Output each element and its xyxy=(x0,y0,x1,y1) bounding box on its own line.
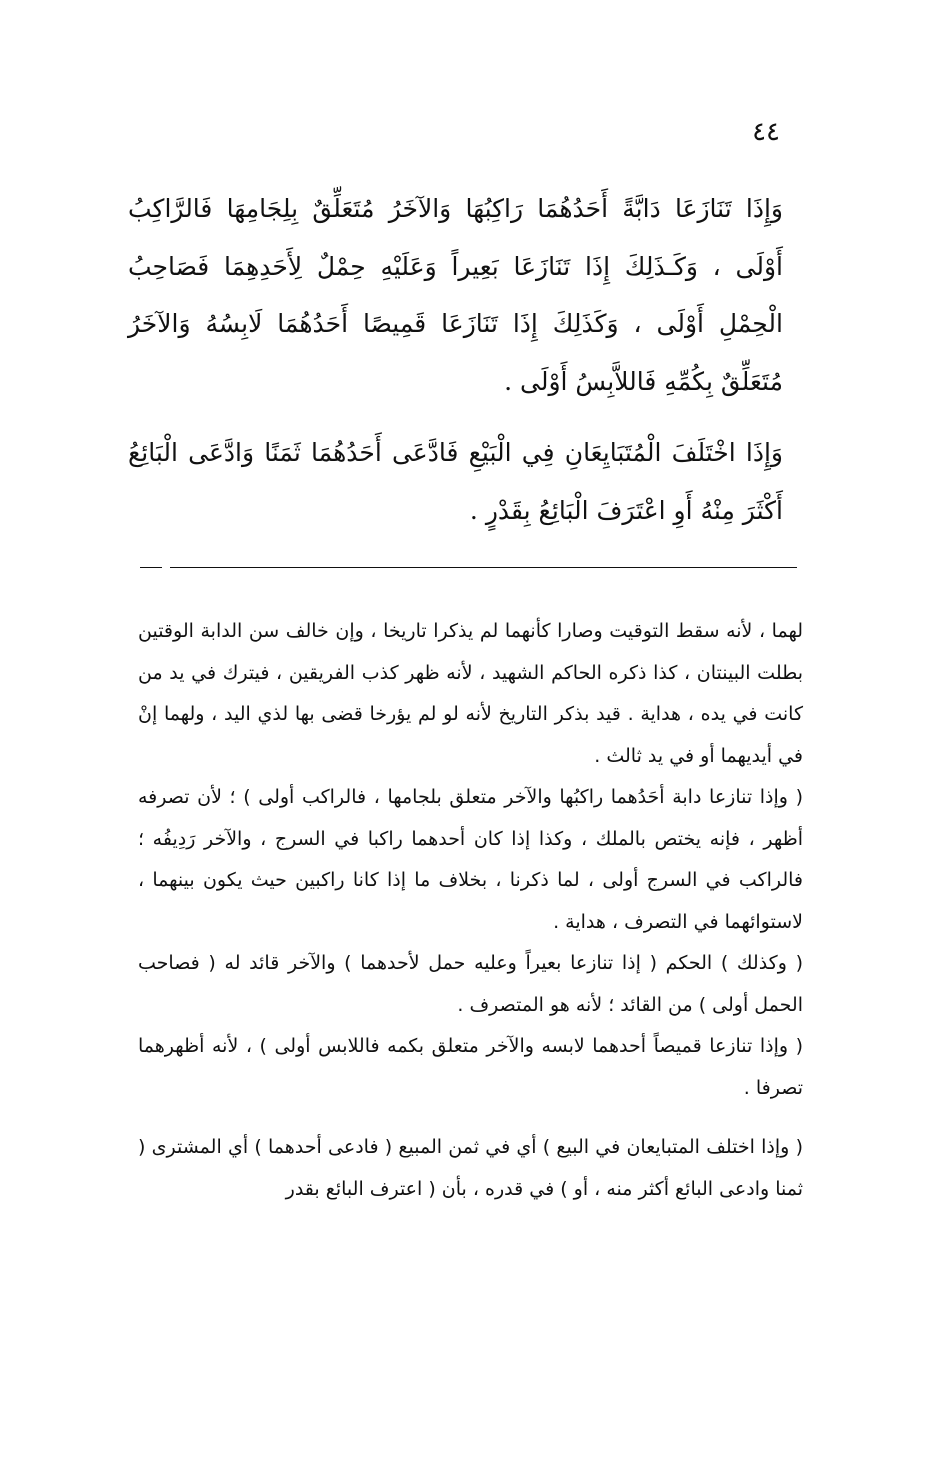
footnote-divider-short xyxy=(140,567,162,568)
commentary-paragraph: لهما ، لأنه سقط التوقيت وصارا كأنهما لم يذكرا تاريخا ، وإن خالف سن الدابة الوقتين بطلت البينتان ، كذا ذكره الحاكم الشهيد ، لأنه ظهر كذب الفريقين ، فيترك في يد من كانت في يده ، هداية . قيد بذكر التاريخ لأنه لو لم يؤرخا قضى بها لذي اليد ، ولهما إنْ في أيديهما أو في يد ثالث . xyxy=(138,620,803,767)
commentary-paragraph: ( وإذا اختلف المتبايعان في البيع ) أي في ثمن المبيع ( فادعى أحدهما ) أي المشترى ( ثمنا وادعى البائع أكثر منه ، أو ) في قدره ، بأن ( اعترف البائع بقدر xyxy=(138,1136,803,1200)
footnote-divider xyxy=(170,567,797,568)
main-text-paragraph: وَإِذَا اخْتَلَفَ الْمُتَبَايِعَانِ فِي الْبَيْعِ فَادَّعَى أَحَدُهُمَا ثَمَنًا وَادَّعَى الْبَائِعُ أَكْثَرَ مِنْهُ أَوِ اعْتَرَفَ الْبَائِعُ بِقَدْرٍ . xyxy=(128,438,783,525)
commentary-text xyxy=(138,611,803,1210)
main-text xyxy=(128,180,783,539)
commentary-paragraph: ( وكذلك ) الحكم ( إذا تنازعا بعيراً وعليه حمل لأحدهما ) والآخر قائد له ( فصاحب الحمل أولى ) من القائد ؛ لأنه هو المتصرف . xyxy=(138,952,803,1016)
page-number: ٤٤ xyxy=(752,117,780,147)
main-text-paragraph: وَإِذَا تَنَازَعَا دَابَّةً أَحَدُهُمَا رَاكِبُهَا وَالآخَرُ مُتَعَلِّقٌ بِلِجَامِهَا فَالرَّاكِبُ أَوْلَى ، وَكَـذَلِكَ إِذَا تَنَازَعَا بَعِيراً وَعَلَيْهِ حِمْلٌ لِأَحَدِهِمَا فَصَاحِبُ الْحِمْلِ أَوْلَى ، وَكَذَلِكَ إِذَا تَنَازَعَا قَمِيصًا أَحَدُهُمَا لَابِسُهُ وَالآخَرُ مُتَعَلِّقٌ بِكُمِّهِ فَاللاَّبِسُ أَوْلَى . xyxy=(128,194,783,396)
commentary-paragraph: ( وإذا تنازعا قميصاً أحدهما لابسه والآخر متعلق بكمه فاللابس أولى ) ، لأنه أظهرهما تصرفا . xyxy=(138,1035,803,1099)
commentary-paragraph: ( وإذا تنازعا دابة أحَدُهما راكبُها والآخر متعلق بلجامها ، فالراكب أولى ) ؛ لأن تصرفه أظهر ، فإنه يختص بالملك ، وكذا إذا كان أحدهما راكبا في السرج ، والآخر رَدِيفُه ؛ فالراكب في السرج أولى ، لما ذكرنا ، بخلاف ما إذا كانا راكبين حيث يكون بينهما ، لاستوائهما في التصرف ، هداية . xyxy=(138,786,803,933)
